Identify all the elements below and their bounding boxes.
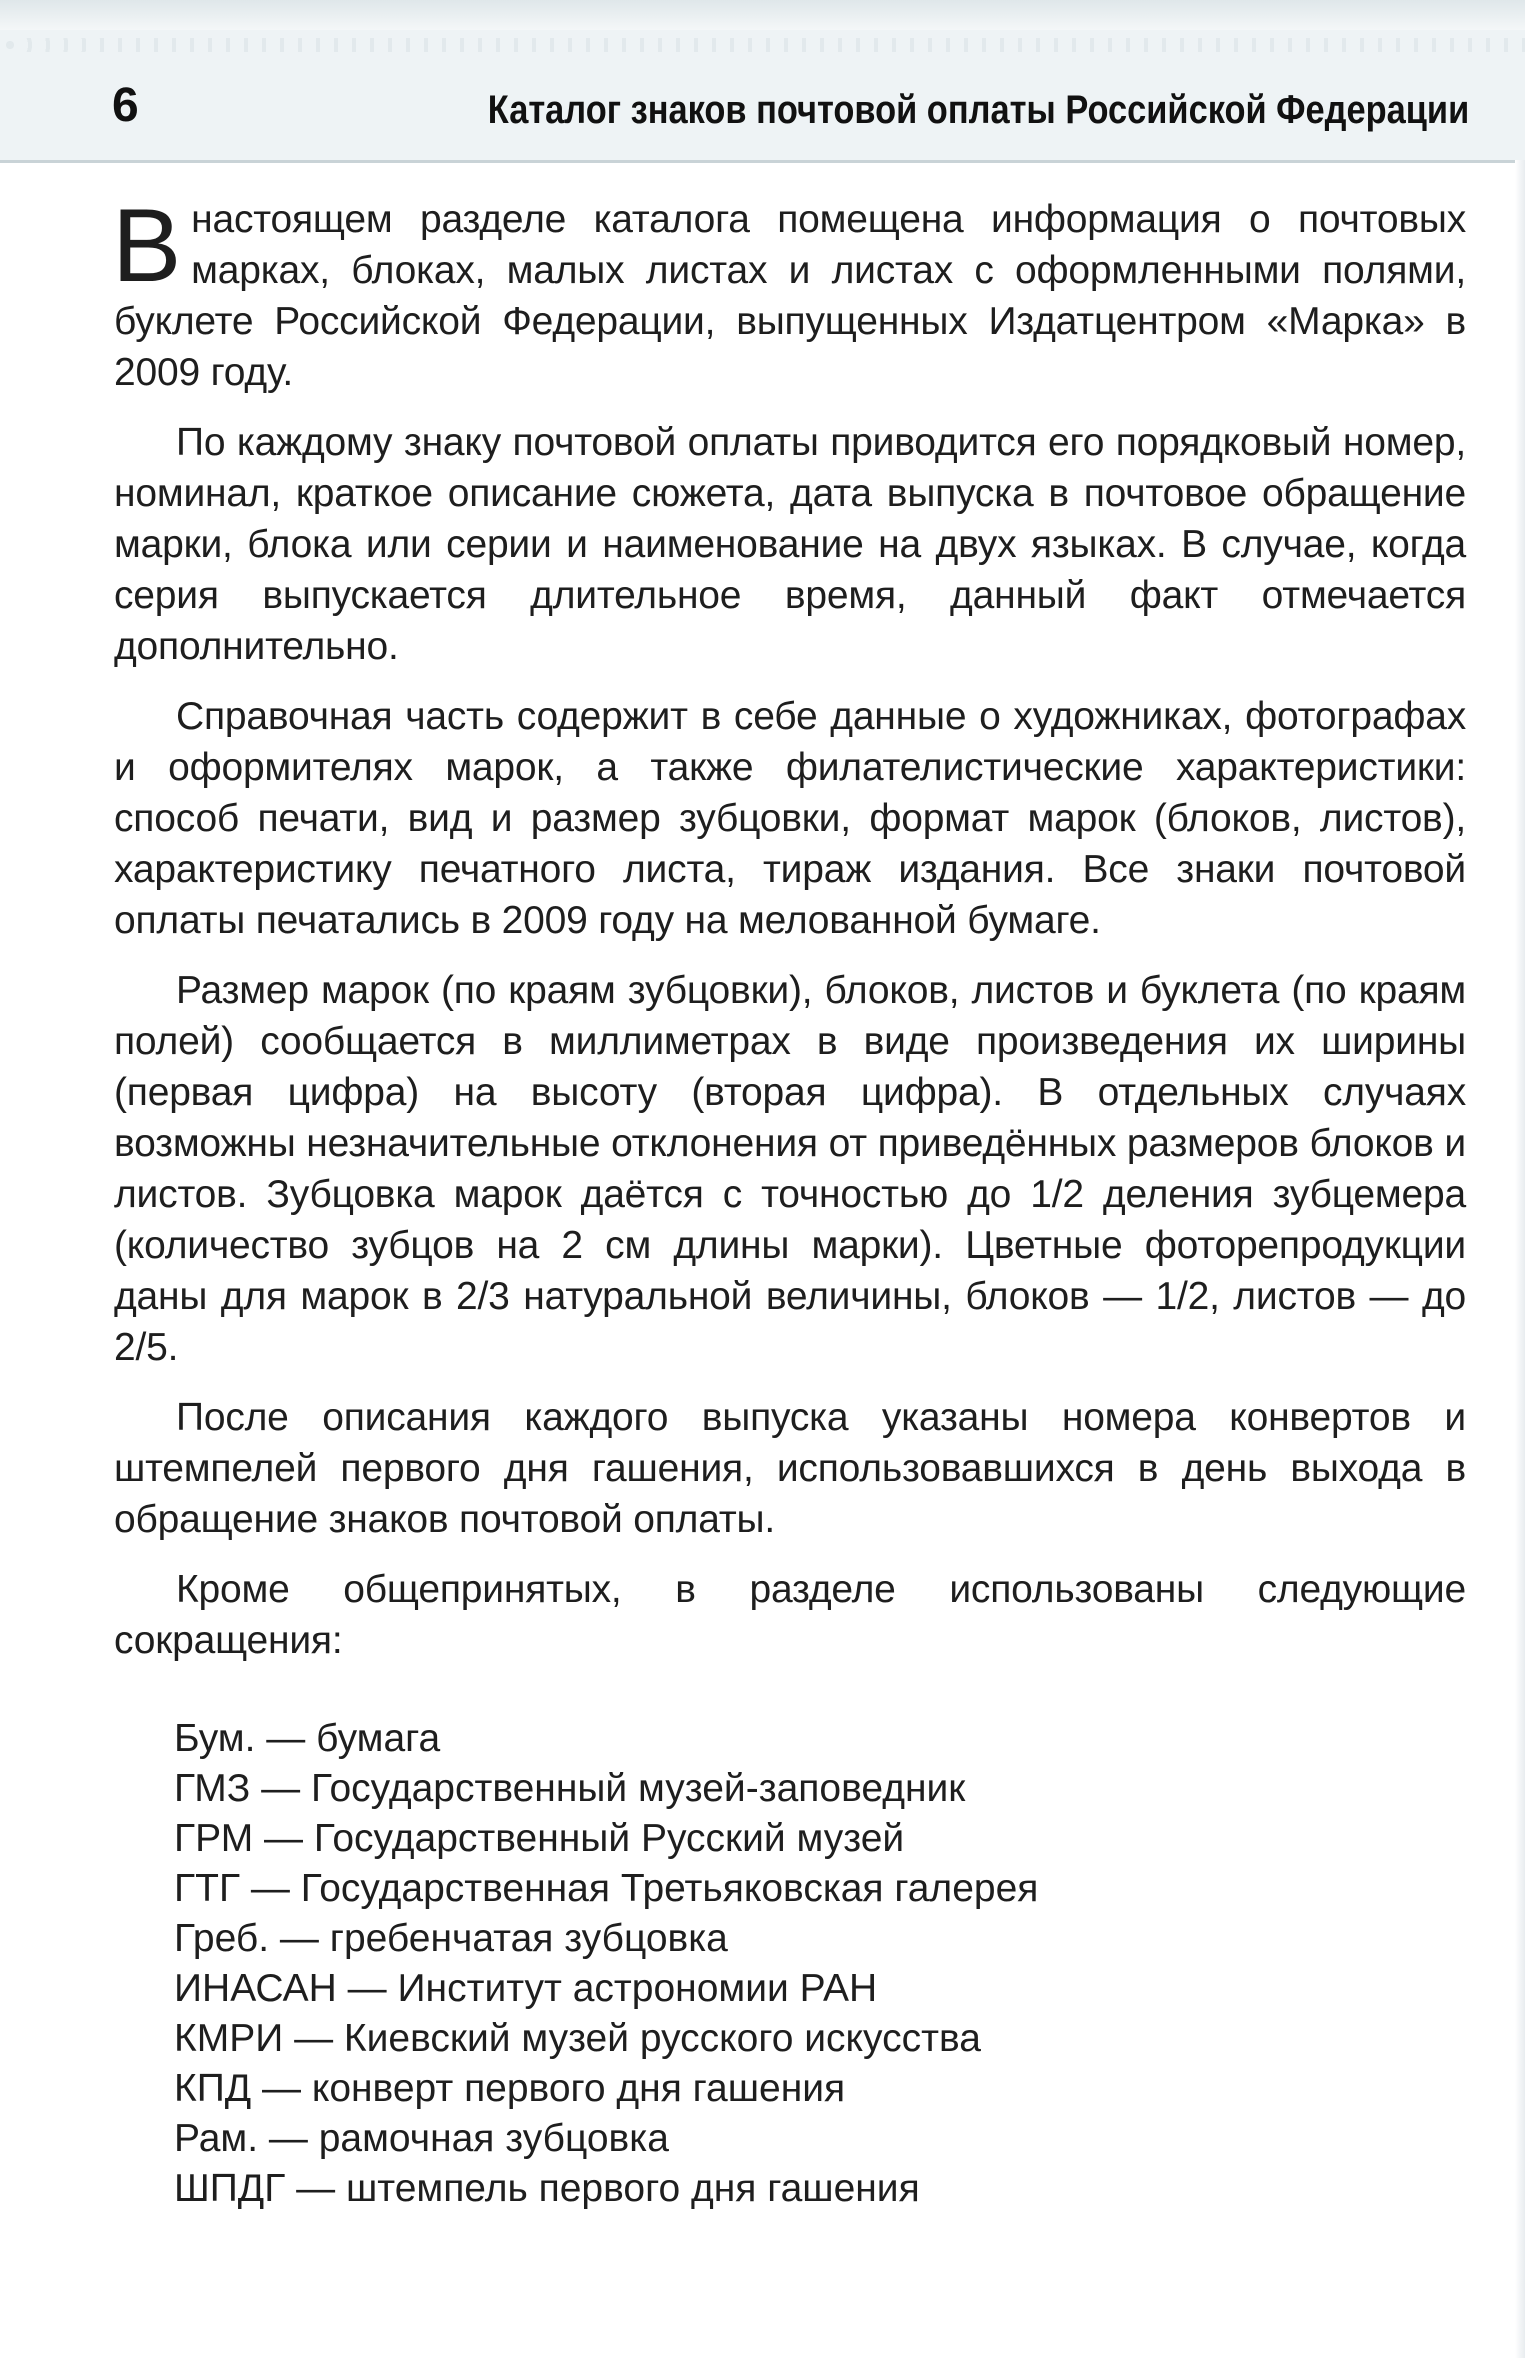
- paragraph-abbreviations-intro: Кроме общепринятых, в разделе использованы следующие сокращения:: [114, 1568, 1466, 1662]
- paragraph-first-day: После описания каждого выпуска указаны номера конвертов и штемпелей первого дня гашения, использовавшихся в день выхода в обращение знаков почтовой оплаты.: [114, 1396, 1466, 1541]
- abbreviation-item: КМРИ — Киевский музей русского искусства: [174, 2017, 981, 2060]
- paragraph-intro: [112, 188, 1466, 398]
- body-text: [112, 188, 1466, 2253]
- abbreviation-item: ШПДГ — штемпель первого дня гашения: [174, 2167, 920, 2210]
- abbreviation-item: ГРМ — Государственный Русский музей: [174, 1817, 905, 1860]
- paragraph-reference: Справочная часть содержит в себе данные о художниках, фотографах и оформителях марок, а также филателистические характеристики: способ печати, вид и размер зубцовки, формат марок (блоков, листов), характеристику печатного листа, тираж издания. Все знаки почтовой оплаты печатались в 2009 году на мелованной бумаге.: [114, 695, 1466, 942]
- page-edge-shadow: [1515, 160, 1525, 2358]
- paragraph-stamp-info: По каждому знаку почтовой оплаты приводится его порядковый номер, номинал, краткое описание сюжета, дата выпуска в почтовое обращение марки, блока или серии и наименование на двух языках. В случае, когда серия выпускается длительное время, данный факт отмечается дополнительно.: [114, 421, 1466, 668]
- abbreviation-item: ГТГ — Государственная Третьяковская галерея: [174, 1867, 1039, 1910]
- abbreviation-item: КПД — конверт первого дня гашения: [174, 2067, 846, 2110]
- abbreviation-item: Рам. — рамочная зубцовка: [174, 2117, 669, 2160]
- page-header: [0, 30, 1525, 163]
- page-number: 6: [112, 79, 139, 132]
- drop-cap: В: [112, 188, 182, 304]
- running-title: Каталог знаков почтовой оплаты Российской Федерации: [487, 88, 1469, 132]
- abbreviation-item: ИНАСАН — Институт астрономии РАН: [174, 1967, 878, 2010]
- paragraph-sizes: Размер марок (по краям зубцовки), блоков, листов и буклета (по краям полей) сообщается в миллиметрах в виде произведения их ширины (первая цифра) на высоту (вторая цифра). В отдельных случаях возможны незначительные отклонения от приведённых размеров блоков и листов. Зубцовка марок даётся с точностью до 1/2 деления зубцемера (количество зубцов на 2 см длины марки). Цветные фоторепродукции даны для марок в 2/3 натуральной величины, блоков — 1/2, листов — до 2/5.: [114, 969, 1466, 1369]
- abbreviation-item: Греб. — гребенчатая зубцовка: [174, 1917, 728, 1960]
- abbreviation-item: ГМЗ — Государственный музей-заповедник: [174, 1767, 966, 1810]
- paragraph-text: настоящем разделе каталога помещена информация о почтовых марках, блоках, малых листах и листах с оформленными полями, буклете Российской Федерации, выпущенных Издатцентром «Марка» в 2009 году.: [114, 198, 1466, 394]
- abbreviation-item: Бум. — бумага: [174, 1717, 441, 1760]
- top-decorative-strip: [0, 0, 1525, 30]
- abbreviation-list: [174, 1714, 1466, 2214]
